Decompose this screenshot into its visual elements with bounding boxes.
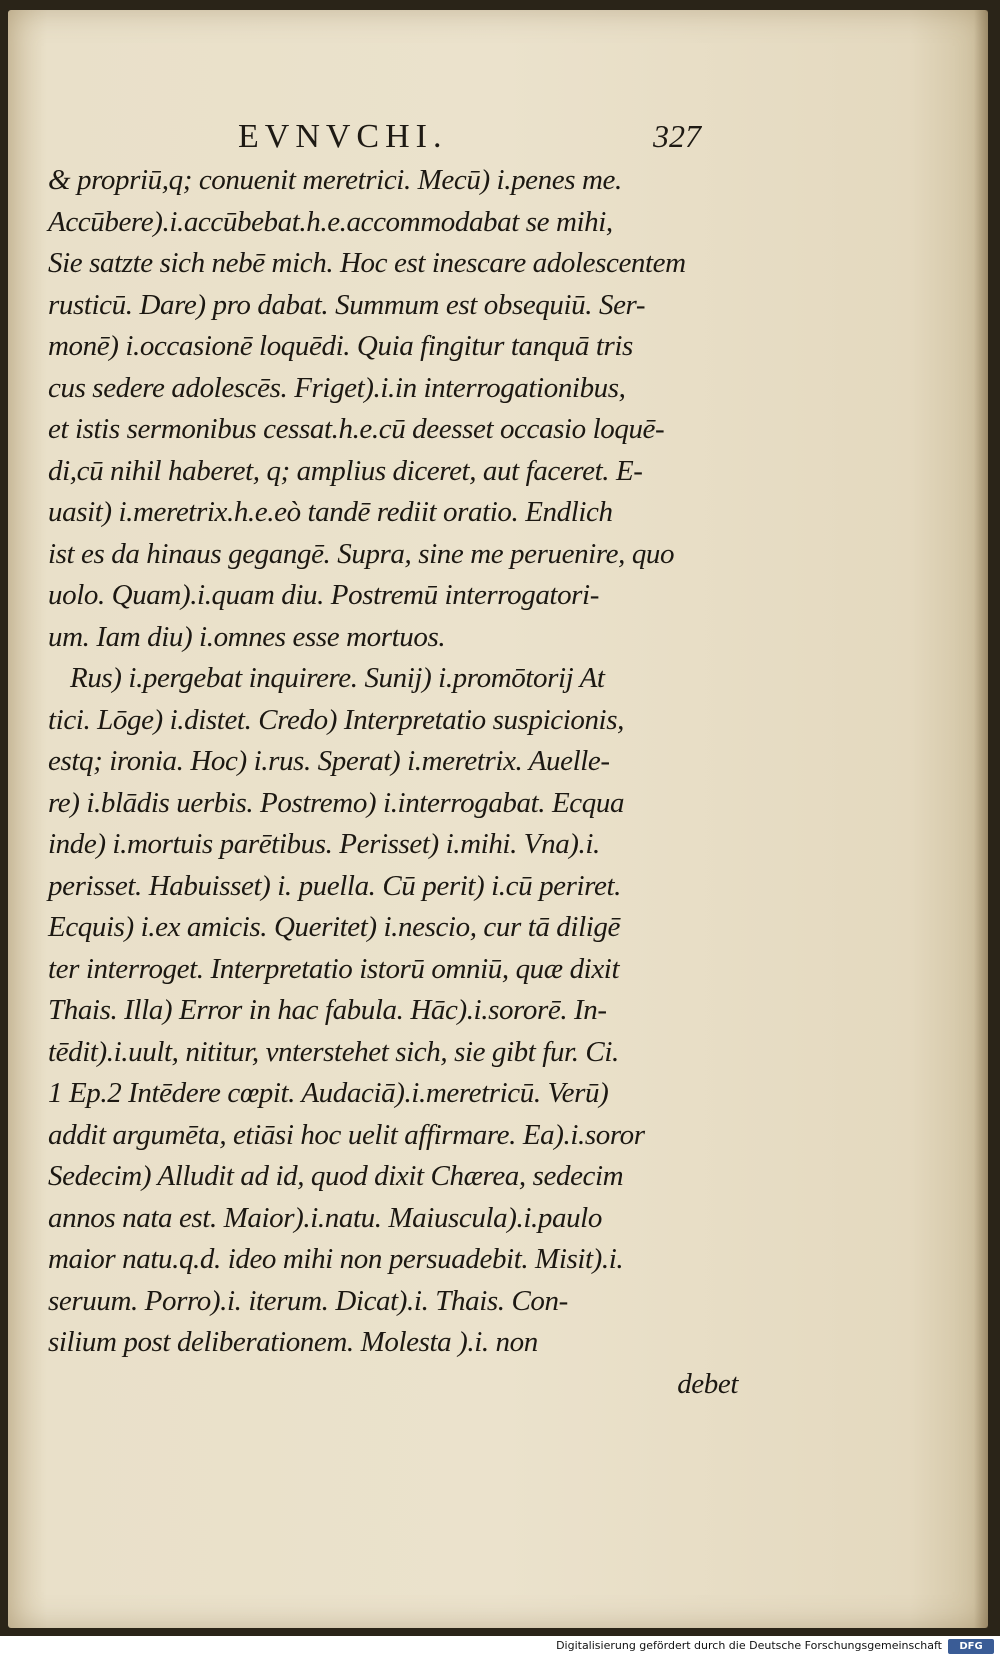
text-line-22: tēdit).i.uult, nititur, vnterstehet sich, sie gibt fur. Ci. xyxy=(48,1035,619,1068)
catchword: debet xyxy=(677,1367,738,1400)
running-head-title: EVNVCHI. xyxy=(238,118,448,155)
text-line-14: tici. Lōge) i.distet. Credo) Interpretatio suspicionis, xyxy=(48,703,624,736)
text-line-6: cus sedere adolescēs. Friget).i.in interrogationibus, xyxy=(48,371,626,404)
text-line-5: monē) i.occasionē loquēdi. Quia fingitur tanquā tris xyxy=(48,330,633,362)
text-line-12: um. Iam diu) i.omnes esse mortuos. xyxy=(48,620,446,653)
text-line-17: inde) i.mortuis parētibus. Perisset) i.mihi. Vna).i. xyxy=(48,828,600,860)
text-line-10: ist es da hinaus gegangē. Supra, sine me peruenire, quo xyxy=(48,537,675,570)
text-line-25: Sedecim) Alludit ad id, quod dixit Chærea, sedecim xyxy=(48,1160,624,1192)
text-block xyxy=(48,160,738,1405)
text-line-27: maior natu.q.d. ideo mihi non persuadebit. Misit).i. xyxy=(48,1243,624,1275)
page-edge-shadow xyxy=(974,10,988,1628)
text-line-20: ter interroget. Interpretatio istorū omniū, quæ dixit xyxy=(48,952,620,985)
text-line-9: uasit) i.meretrix.h.e.eò tandē rediit oratio. Endlich xyxy=(48,496,613,528)
text-line-21: Thais. Illa) Error in hac fabula. Hāc).i.sororē. In- xyxy=(48,994,607,1026)
dfg-logo: DFG xyxy=(948,1639,994,1654)
running-head xyxy=(8,118,988,158)
text-line-11: uolo. Quam).i.quam diu. Postremū interrogatori- xyxy=(48,579,599,611)
text-line-19: Ecquis) i.ex amicis. Queritet) i.nescio, cur tā diligē xyxy=(48,911,620,943)
text-line-24: addit argumēta, etiāsi hoc uelit affirmare. Ea).i.soror xyxy=(48,1118,645,1151)
text-line-18: perisset. Habuisset) i. puella. Cū perit) i.cū periret. xyxy=(48,869,621,902)
text-line-7: et istis sermonibus cessat.h.e.cū deesset occasio loquē- xyxy=(48,413,665,445)
text-line-1: & propriū,q; conuenit meretrici. Mecū) i.penes me. xyxy=(48,164,622,196)
text-line-29: silium post deliberationem. Molesta ).i. non xyxy=(48,1326,538,1358)
text-line-13: Rus) i.pergebat inquirere. Sunij) i.promōtorij At xyxy=(70,662,605,694)
text-line-26: annos nata est. Maior).i.natu. Maiuscula).i.paulo xyxy=(48,1201,602,1234)
text-line-8: di,cū nihil haberet, q; amplius diceret, aut faceret. E- xyxy=(48,454,643,487)
text-line-3: Sie satzte sich nebē mich. Hoc est inescare adolescentem xyxy=(48,247,686,279)
text-line-28: seruum. Porro).i. iterum. Dicat).i. Thais. Con- xyxy=(48,1284,568,1317)
page-number: 327 xyxy=(653,118,701,154)
text-line-15: estq; ironia. Hoc) i.rus. Sperat) i.meretrix. Auelle- xyxy=(48,745,610,777)
funding-notice: Digitalisierung gefördert durch die Deutsche Forschungsgemeinschaft xyxy=(556,1639,942,1652)
text-line-16: re) i.blādis uerbis. Postremo) i.interrogabat. Ecqua xyxy=(48,786,625,819)
text-line-23: 1 Ep.2 Intēdere cœpit. Audaciā).i.meretricū. Verū) xyxy=(48,1077,609,1109)
text-line-4: rusticū. Dare) pro dabat. Summum est obsequiū. Ser- xyxy=(48,288,646,321)
digitization-footer xyxy=(0,1636,1000,1657)
text-line-2: Accūbere).i.accūbebat.h.e.accommodabat se mihi, xyxy=(48,205,613,238)
book-page xyxy=(8,10,988,1628)
